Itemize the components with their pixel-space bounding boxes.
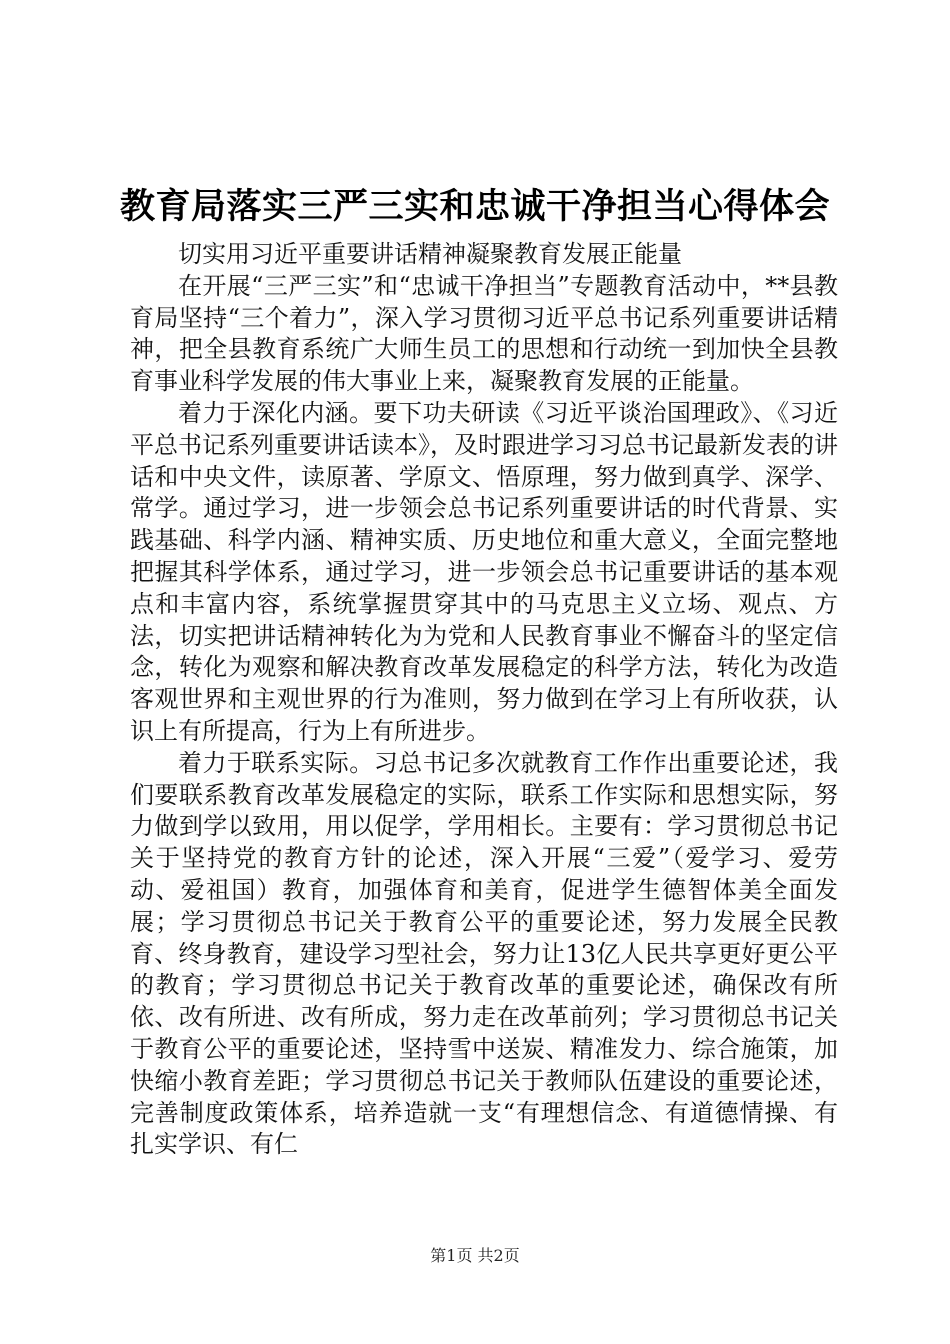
page-footer: 第1页 共2页 [430,1246,520,1265]
document-title: 教育局落实三严三实和忠诚干净担当心得体会 [119,187,830,227]
document-body [130,239,838,1161]
paragraph-intro: 在开展“三严三实”和“忠诚干净担当”专题教育活动中，**县教育局坚持“三个着力”，深入学习贯彻习近平总书记系列重要讲话精神，把全县教育系统广大师生员工的思想和行动统一到加快全县教育事业科学发展的伟大事业上来，凝聚教育发展的正能量。 [130,271,838,396]
paragraph-deepen-connotation: 着力于深化内涵。要下功夫研读《习近平谈治国理政》、《习近平总书记系列重要讲话读本》，及时跟进学习习总书记最新发表的讲话和中央文件，读原著、学原文、悟原理，努力做到真学、深学、常学。通过学习，进一步领会总书记系列重要讲话的时代背景、实践基础、科学内涵、精神实质、历史地位和重大意义，全面完整地把握其科学体系，通过学习，进一步领会总书记重要讲话的基本观点和丰富内容，系统掌握贯穿其中的马克思主义立场、观点、方法，切实把讲话精神转化为为党和人民教育事业不懈奋斗的坚定信念，转化为观察和解决教育改革发展稳定的科学方法，转化为改造客观世界和主观世界的行为准则，努力做到在学习上有所收获，认识上有所提高，行为上有所进步。 [130,398,838,745]
paragraph-link-practice: 着力于联系实际。习总书记多次就教育工作作出重要论述，我们要联系教育改革发展稳定的实际，联系工作实际和思想实际，努力做到学以致用，用以促学，学用相长。主要有：学习贯彻总书记关于坚持党的教育方针的论述，深入开展“三爱”（爱学习、爱劳动、爱祖国）教育，加强体育和美育，促进学生德智体美全面发展；学习贯彻总书记关于教育公平的重要论述，努力发展全民教育、终身教育，建设学习型社会，努力让13亿人民共享更好更公平的教育；学习贯彻总书记关于教育改革的重要论述，确保改有所依、改有所进、改有所成，努力走在改革前列；学习贯彻总书记关于教育公平的重要论述，坚持雪中送炭、精准发力、综合施策，加快缩小教育差距；学习贯彻总书记关于教师队伍建设的重要论述，完善制度政策体系，培养造就一支“有理想信念、有道德情操、有扎实学识、有仁 [130,748,838,1159]
document-subtitle: 切实用习近平重要讲话精神凝聚教育发展正能量 [178,240,682,268]
